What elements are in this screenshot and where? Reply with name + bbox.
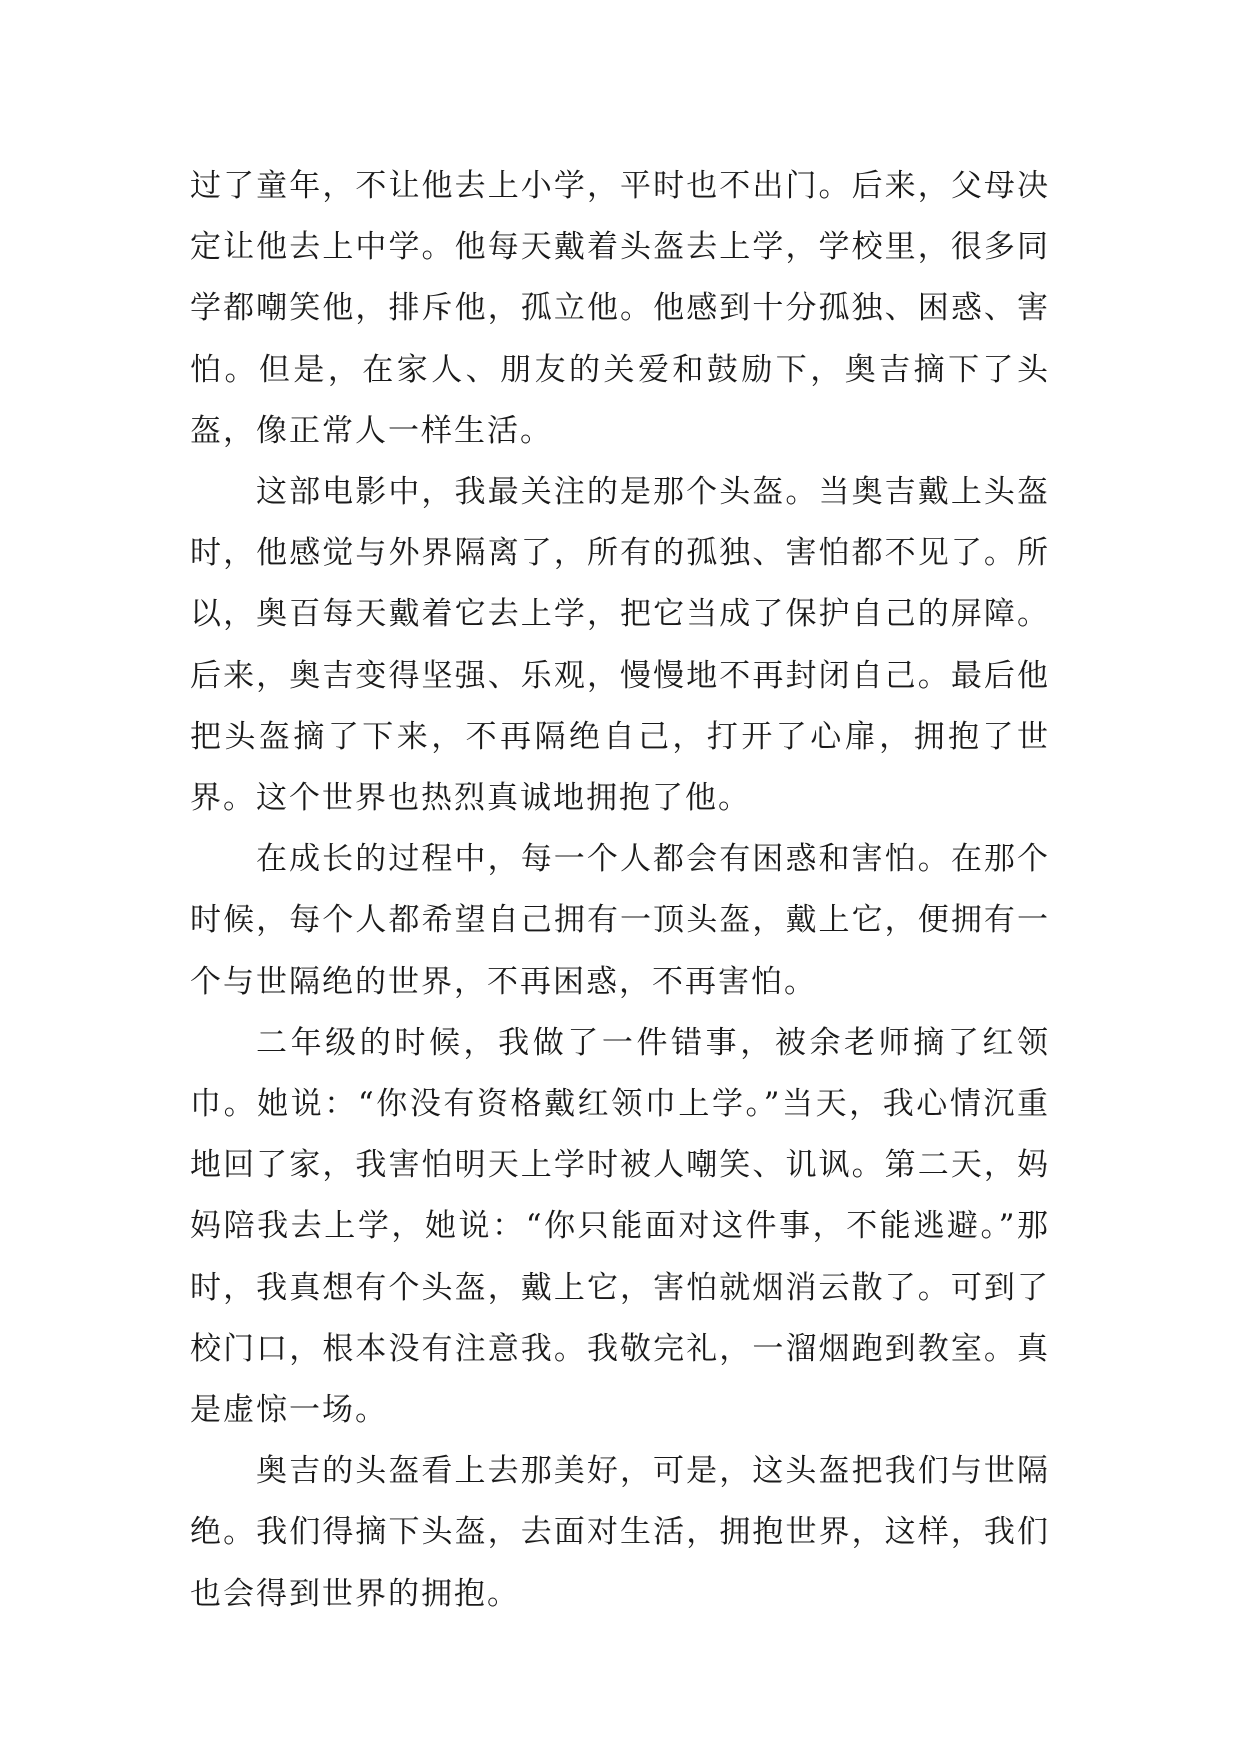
paragraph-4: 二年级的时候，我做了一件错事，被余老师摘了红领巾。她说：“你没有资格戴红领巾上学。”当天，我心情沉重地回了家，我害怕明天上学时被人嘲笑、讥讽。第二天，妈妈陪我去上学，她说：“你只能面对这件事，不能逃避。”那时，我真想有个头盔，戴上它，害怕就烟消云散了。可到了校门口，根本没有注意我。我敬完礼，一溜烟跑到教室。真是虚惊一场。 — [190, 1024, 1050, 1429]
document-body — [190, 156, 1050, 1625]
paragraph-1: 过了童年，不让他去上小学，平时也不出门。后来，父母决定让他去上中学。他每天戴着头盔去上学，学校里，很多同学都嘲笑他，排斥他，孤立他。他感到十分孤独、困惑、害怕。但是，在家人、朋友的关爱和鼓励下，奥吉摘下了头盔，像正常人一样生活。 — [190, 168, 1050, 449]
paragraph-3: 在成长的过程中，每一个人都会有困惑和害怕。在那个时候，每个人都希望自己拥有一顶头盔，戴上它，便拥有一个与世隔绝的世界，不再困惑，不再害怕。 — [190, 841, 1050, 1000]
paragraph-5: 奥吉的头盔看上去那美好，可是，这头盔把我们与世隔绝。我们得摘下头盔，去面对生活，拥抱世界，这样，我们也会得到世界的拥抱。 — [190, 1453, 1050, 1612]
paragraph-2: 这部电影中，我最关注的是那个头盔。当奥吉戴上头盔时，他感觉与外界隔离了，所有的孤独、害怕都不见了。所以，奥百每天戴着它去上学，把它当成了保护自己的屏障。后来，奥吉变得坚强、乐观，慢慢地不再封闭自己。最后他把头盔摘了下来，不再隔绝自己，打开了心扉，拥抱了世界。这个世界也热烈真诚地拥抱了他。 — [190, 474, 1050, 817]
